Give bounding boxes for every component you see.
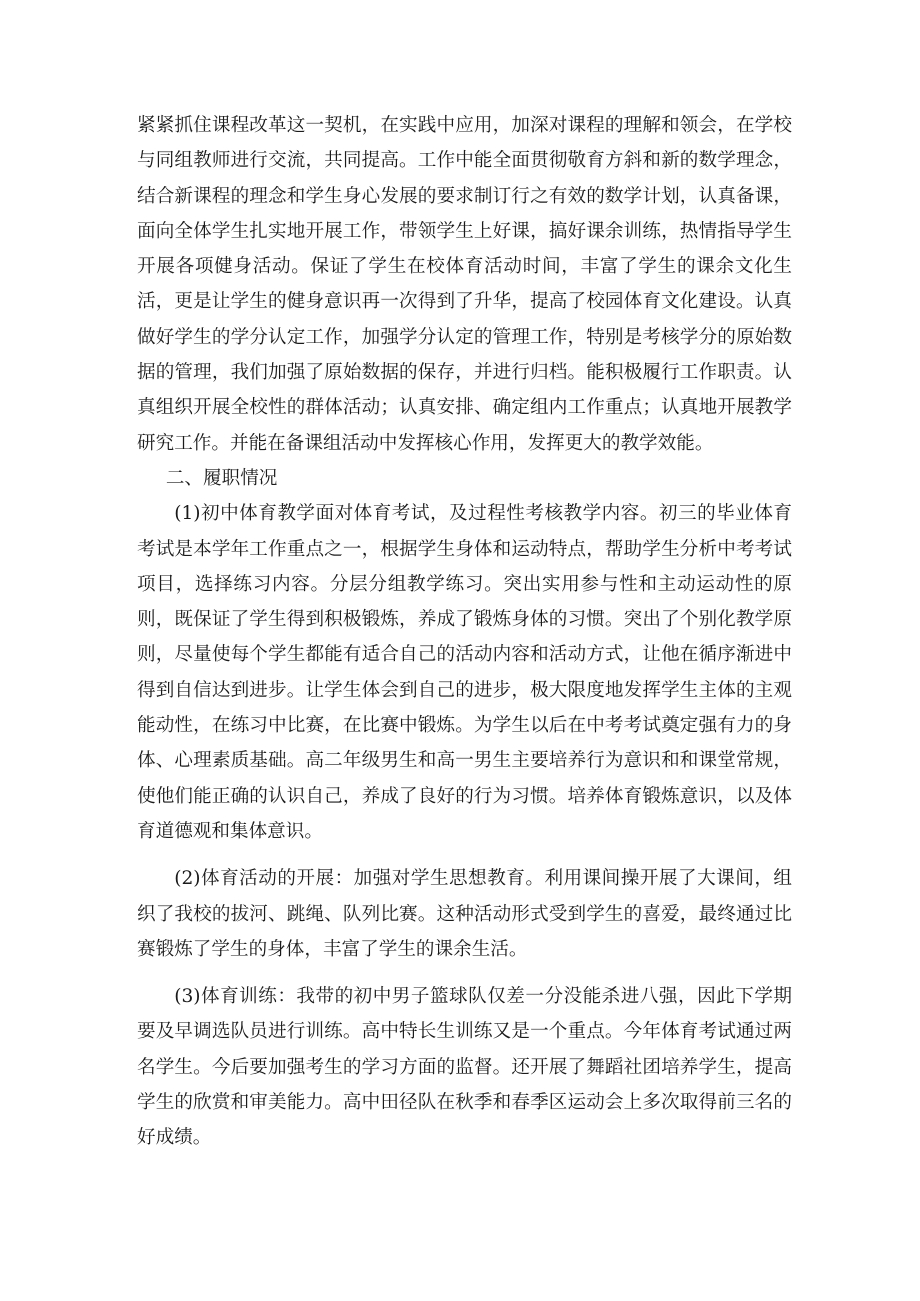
paragraph-item-1: (1)初中体育教学面对体育考试，及过程性考核教学内容。初三的毕业体育考试是本学年工作重点之一，根据学生身体和运动特点，帮助学生分析中考考试项目，选择练习内容。分层分组教学练习。突出实用参与性和主动运动性的原则，既保证了学生得到积极锻炼，养成了锻炼身体的习惯。突出了个别化教学原则，尽量使每个学生都能有适合自己的活动内容和活动方式，让他在循序渐进中得到自信达到进步。让学生体会到自己的进步，极大限度地发挥学生主体的主观能动性，在练习中比赛，在比赛中锻炼。为学生以后在中考考试奠定强有力的身体、心理素质基础。高二年级男生和高一男生主要培养行为意识和和课堂常规，使他们能正确的认识自己，养成了良好的行为习惯。培养体育锻炼意识，以及体育道德观和集体意识。 [137,503,792,842]
paragraph-intro: 紧紧抓住课程改革这一契机，在实践中应用，加深对课程的理解和领会，在学校与同组教师进行交流，共同提高。工作中能全面贯彻敬育方斜和新的数学理念，结合新课程的理念和学生身心发展的要求制订行之有效的数学计划，认真备课，面向全体学生扎实地开展工作，带领学生上好课，搞好课余训练，热情指导学生开展各项健身活动。保证了学生在校体育活动时间，丰富了学生的课余文化生活，更是让学生的健身意识再一次得到了升华，提高了校园体育文化建设。认真做好学生的学分认定工作，加强学分认定的管理工作，特别是考核学分的原始数据的管理，我们加强了原始数据的保存，并进行归档。能积极履行工作职责。认真组织开展全校性的群体活动；认真安排、确定组内工作重点；认真地开展教学研究工作。并能在备课组活动中发挥核心作用，发挥更大的教学效能。 [137,115,792,454]
section-heading: 二、履职情况 [165,467,278,489]
paragraph-item-2: (2)体育活动的开展：加强对学生思想教育。利用课间操开展了大课间，组织了我校的拔河、跳绳、队列比赛。这种活动形式受到学生的喜爱，最终通过比赛锻炼了学生的身体，丰富了学生的课余生活。 [137,868,792,960]
document-page [137,108,792,1156]
paragraph-item-3: (3)体育训练：我带的初中男子篮球队仅差一分没能杀进八强，因此下学期要及早调选队员进行训练。高中特长生训练又是一个重点。今年体育考试通过两名学生。今后要加强考生的学习方面的监督。还开展了舞蹈社团培养学生，提高学生的欣赏和审美能力。高中田径队在秋季和春季区运动会上多次取得前三名的好成绩。 [137,986,792,1149]
